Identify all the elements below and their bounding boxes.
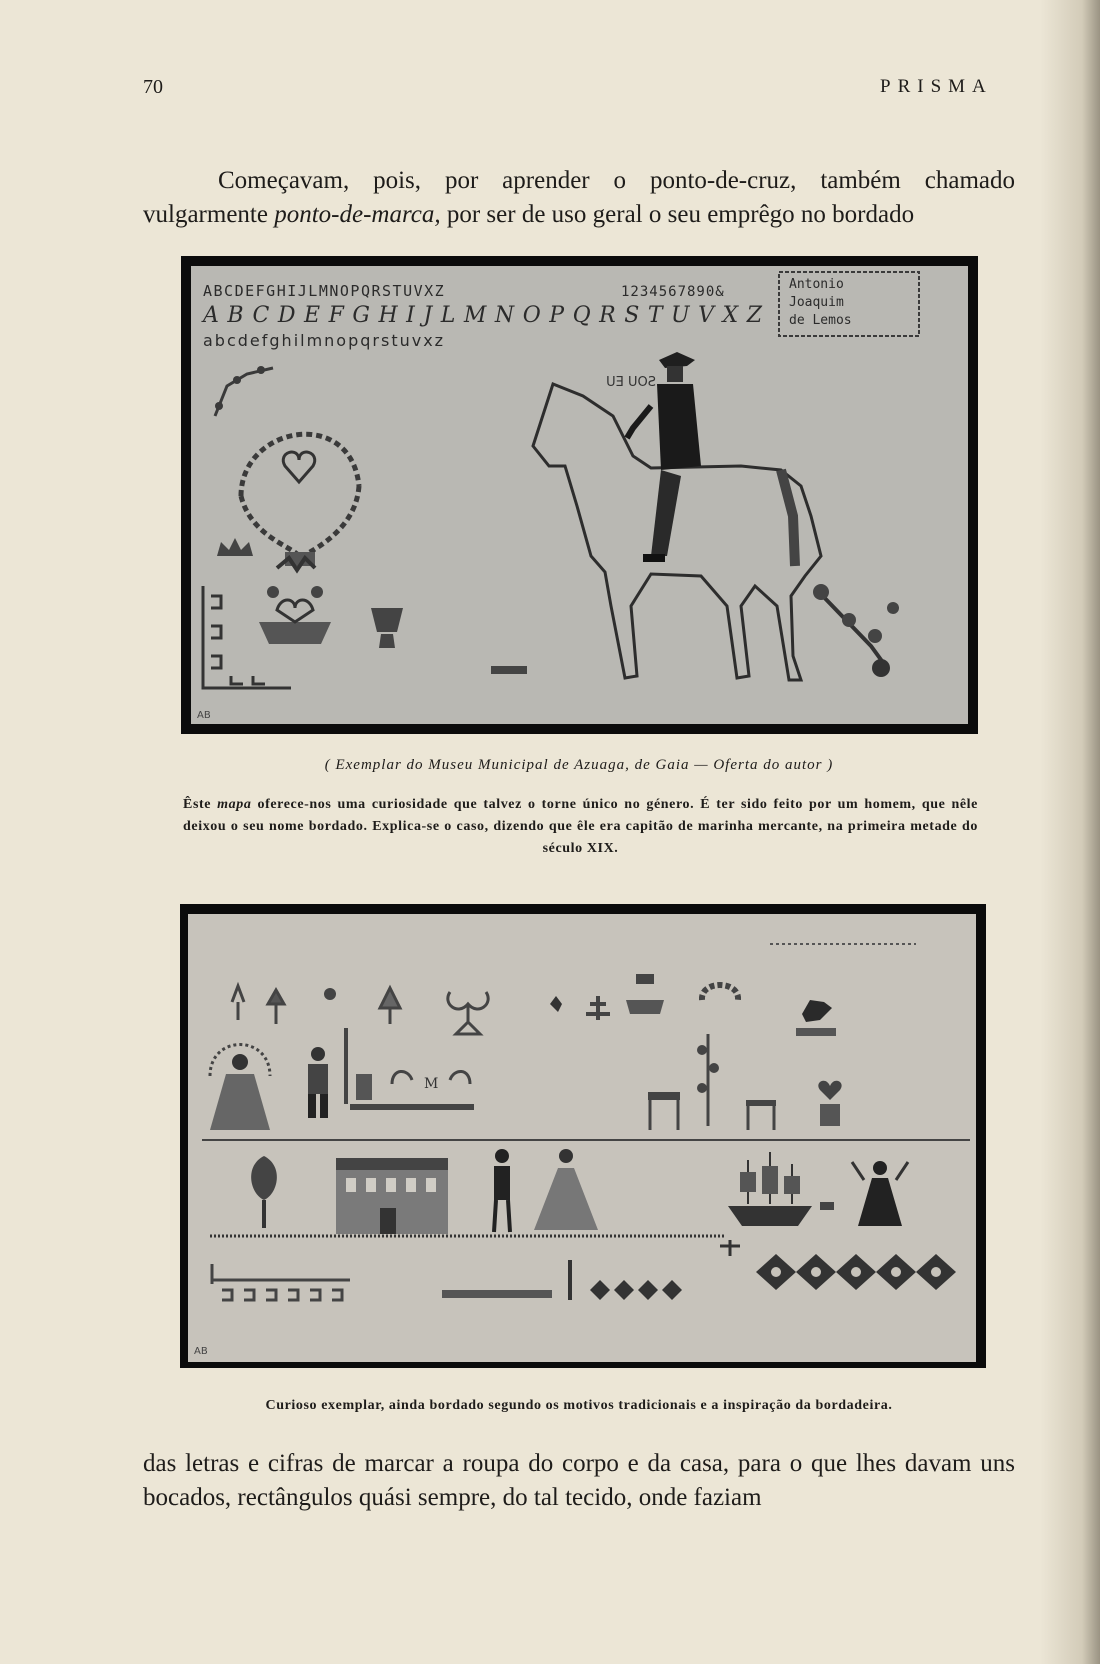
sampler-photo-horseman — [181, 256, 978, 734]
sampler-corner-mark: AB — [197, 710, 211, 721]
vine-bud — [257, 366, 265, 374]
figure-1-note-text-2: oferece-nos uma curiosidade que talvez o torne único no género. É ter sido feito por um homem, que nêle deixou o seu nome bordado. Explica-se o caso, dizendo que êle era capitão de marinha mercante, na primeira metade do século XIX. — [183, 797, 978, 856]
embroidered-cloth — [188, 914, 976, 1362]
sampler-photo-traditional-motifs — [180, 904, 986, 1368]
sampler-alphabet-script: ABCDEFGHIJLMNOPQRSTUVXZ — [203, 303, 763, 328]
paragraph-top — [143, 164, 1015, 232]
small-house-motif — [356, 1074, 372, 1100]
figure-1-credit-caption: ( Exemplar do Museu Municipal de Azuaga, de Gaia — Oferta do autor ) — [324, 757, 834, 773]
stitched-band — [442, 1290, 552, 1298]
figure-1-note-text-1: Êste — [183, 797, 218, 812]
sampler-traditional-illustration — [180, 904, 986, 1368]
figure-1-note-caption — [183, 794, 978, 860]
sampler-alphabet-lower: abcdefghilmnopqrstuvxz — [203, 331, 446, 350]
page-number: 70 — [143, 76, 163, 98]
sampler-digits: 1234567890& — [621, 284, 725, 300]
sampler-name-line-2: Joaquim — [789, 295, 844, 310]
sampler-monogram: M — [424, 1076, 439, 1092]
sampler-corner-mark: AB — [194, 1346, 208, 1357]
paragraph-bottom: das letras e cifras de marcar a roupa do corpo e da casa, para o que lhes davam uns bocados, rectângulos quási sempre, do tal tecido, onde faziam — [143, 1450, 1015, 1511]
figure-2-caption: Curioso exemplar, ainda bordado segundo os motivos tradicionais e a inspiração da bordadeira. — [265, 1398, 893, 1413]
sampler-horseman-illustration — [181, 256, 978, 734]
paragraph-top-text-2: por ser de uso geral o seu emprêgo no bordado — [440, 201, 915, 228]
sampler-alphabet-upper: ABCDEFGHIJLMNOPQRSTUVXZ — [203, 282, 446, 300]
stitched-bar — [491, 666, 527, 674]
vine-bud — [215, 402, 223, 410]
figure-1-note-italic: mapa — [217, 797, 252, 812]
running-header: PRISMA — [880, 76, 993, 97]
paragraph-top-italic-term: ponto-de-marca, — [274, 201, 441, 228]
page-gutter-shadow — [1040, 0, 1100, 1664]
sampler-name-line-1: Antonio — [789, 277, 844, 292]
paragraph-top-text-1: Começavam, pois, por aprender o ponto-de-cruz, também chamado vulgarmente — [143, 167, 1015, 228]
sampler-name-line-3: de Lemos — [789, 313, 852, 328]
building-motif — [336, 1158, 448, 1234]
vine-bud — [233, 376, 241, 384]
sampler-mirrored-monogram: SOU EU — [606, 375, 656, 390]
ledge-bar — [350, 1104, 474, 1110]
